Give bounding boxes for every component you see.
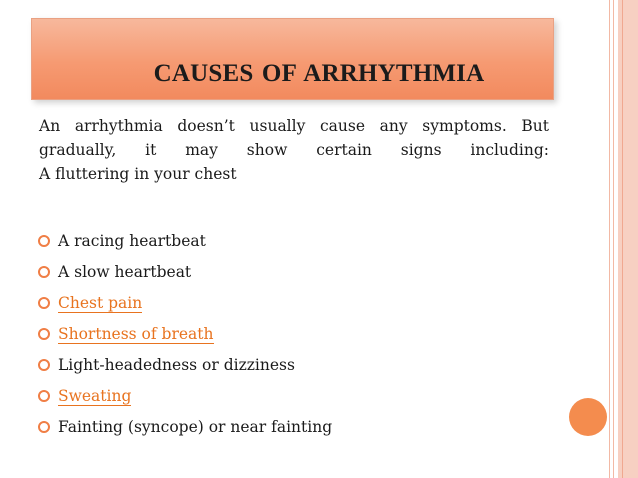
list-item bbox=[37, 321, 557, 352]
intro-line: gradually, it may show certain signs including: bbox=[39, 141, 549, 159]
list-item-text: Fainting (syncope) or near fainting bbox=[58, 418, 333, 436]
intro-line: A fluttering in your chest bbox=[39, 165, 237, 183]
ring-bullet-icon bbox=[38, 297, 50, 309]
intro-line: An arrhythmia doesn’t usually cause any symptoms. But bbox=[39, 117, 549, 135]
chest-pain-link[interactable]: Chest pain bbox=[58, 294, 143, 312]
orange-circle-decoration bbox=[569, 398, 607, 436]
ring-bullet-icon bbox=[38, 359, 50, 371]
list-item bbox=[37, 352, 557, 383]
list-item-text: A racing heartbeat bbox=[58, 232, 206, 250]
ring-bullet-icon bbox=[38, 390, 50, 402]
intro-paragraph bbox=[39, 114, 549, 186]
ring-bullet-icon bbox=[38, 421, 50, 433]
list-item-text: Light-headedness or dizziness bbox=[58, 356, 295, 374]
list-item bbox=[37, 414, 557, 445]
ring-bullet-icon bbox=[38, 235, 50, 247]
slide-title: CAUSES OF ARRHYTHMIA bbox=[153, 60, 485, 87]
symptom-list bbox=[37, 228, 557, 445]
sweating-link[interactable]: Sweating bbox=[58, 387, 132, 405]
ring-bullet-icon bbox=[38, 266, 50, 278]
shortness-of-breath-link[interactable]: Shortness of breath bbox=[58, 325, 214, 343]
list-item bbox=[37, 259, 557, 290]
list-item-text: A slow heartbeat bbox=[58, 263, 192, 281]
list-item bbox=[37, 228, 557, 259]
ring-bullet-icon bbox=[38, 328, 50, 340]
list-item bbox=[37, 383, 557, 414]
list-item bbox=[37, 290, 557, 321]
